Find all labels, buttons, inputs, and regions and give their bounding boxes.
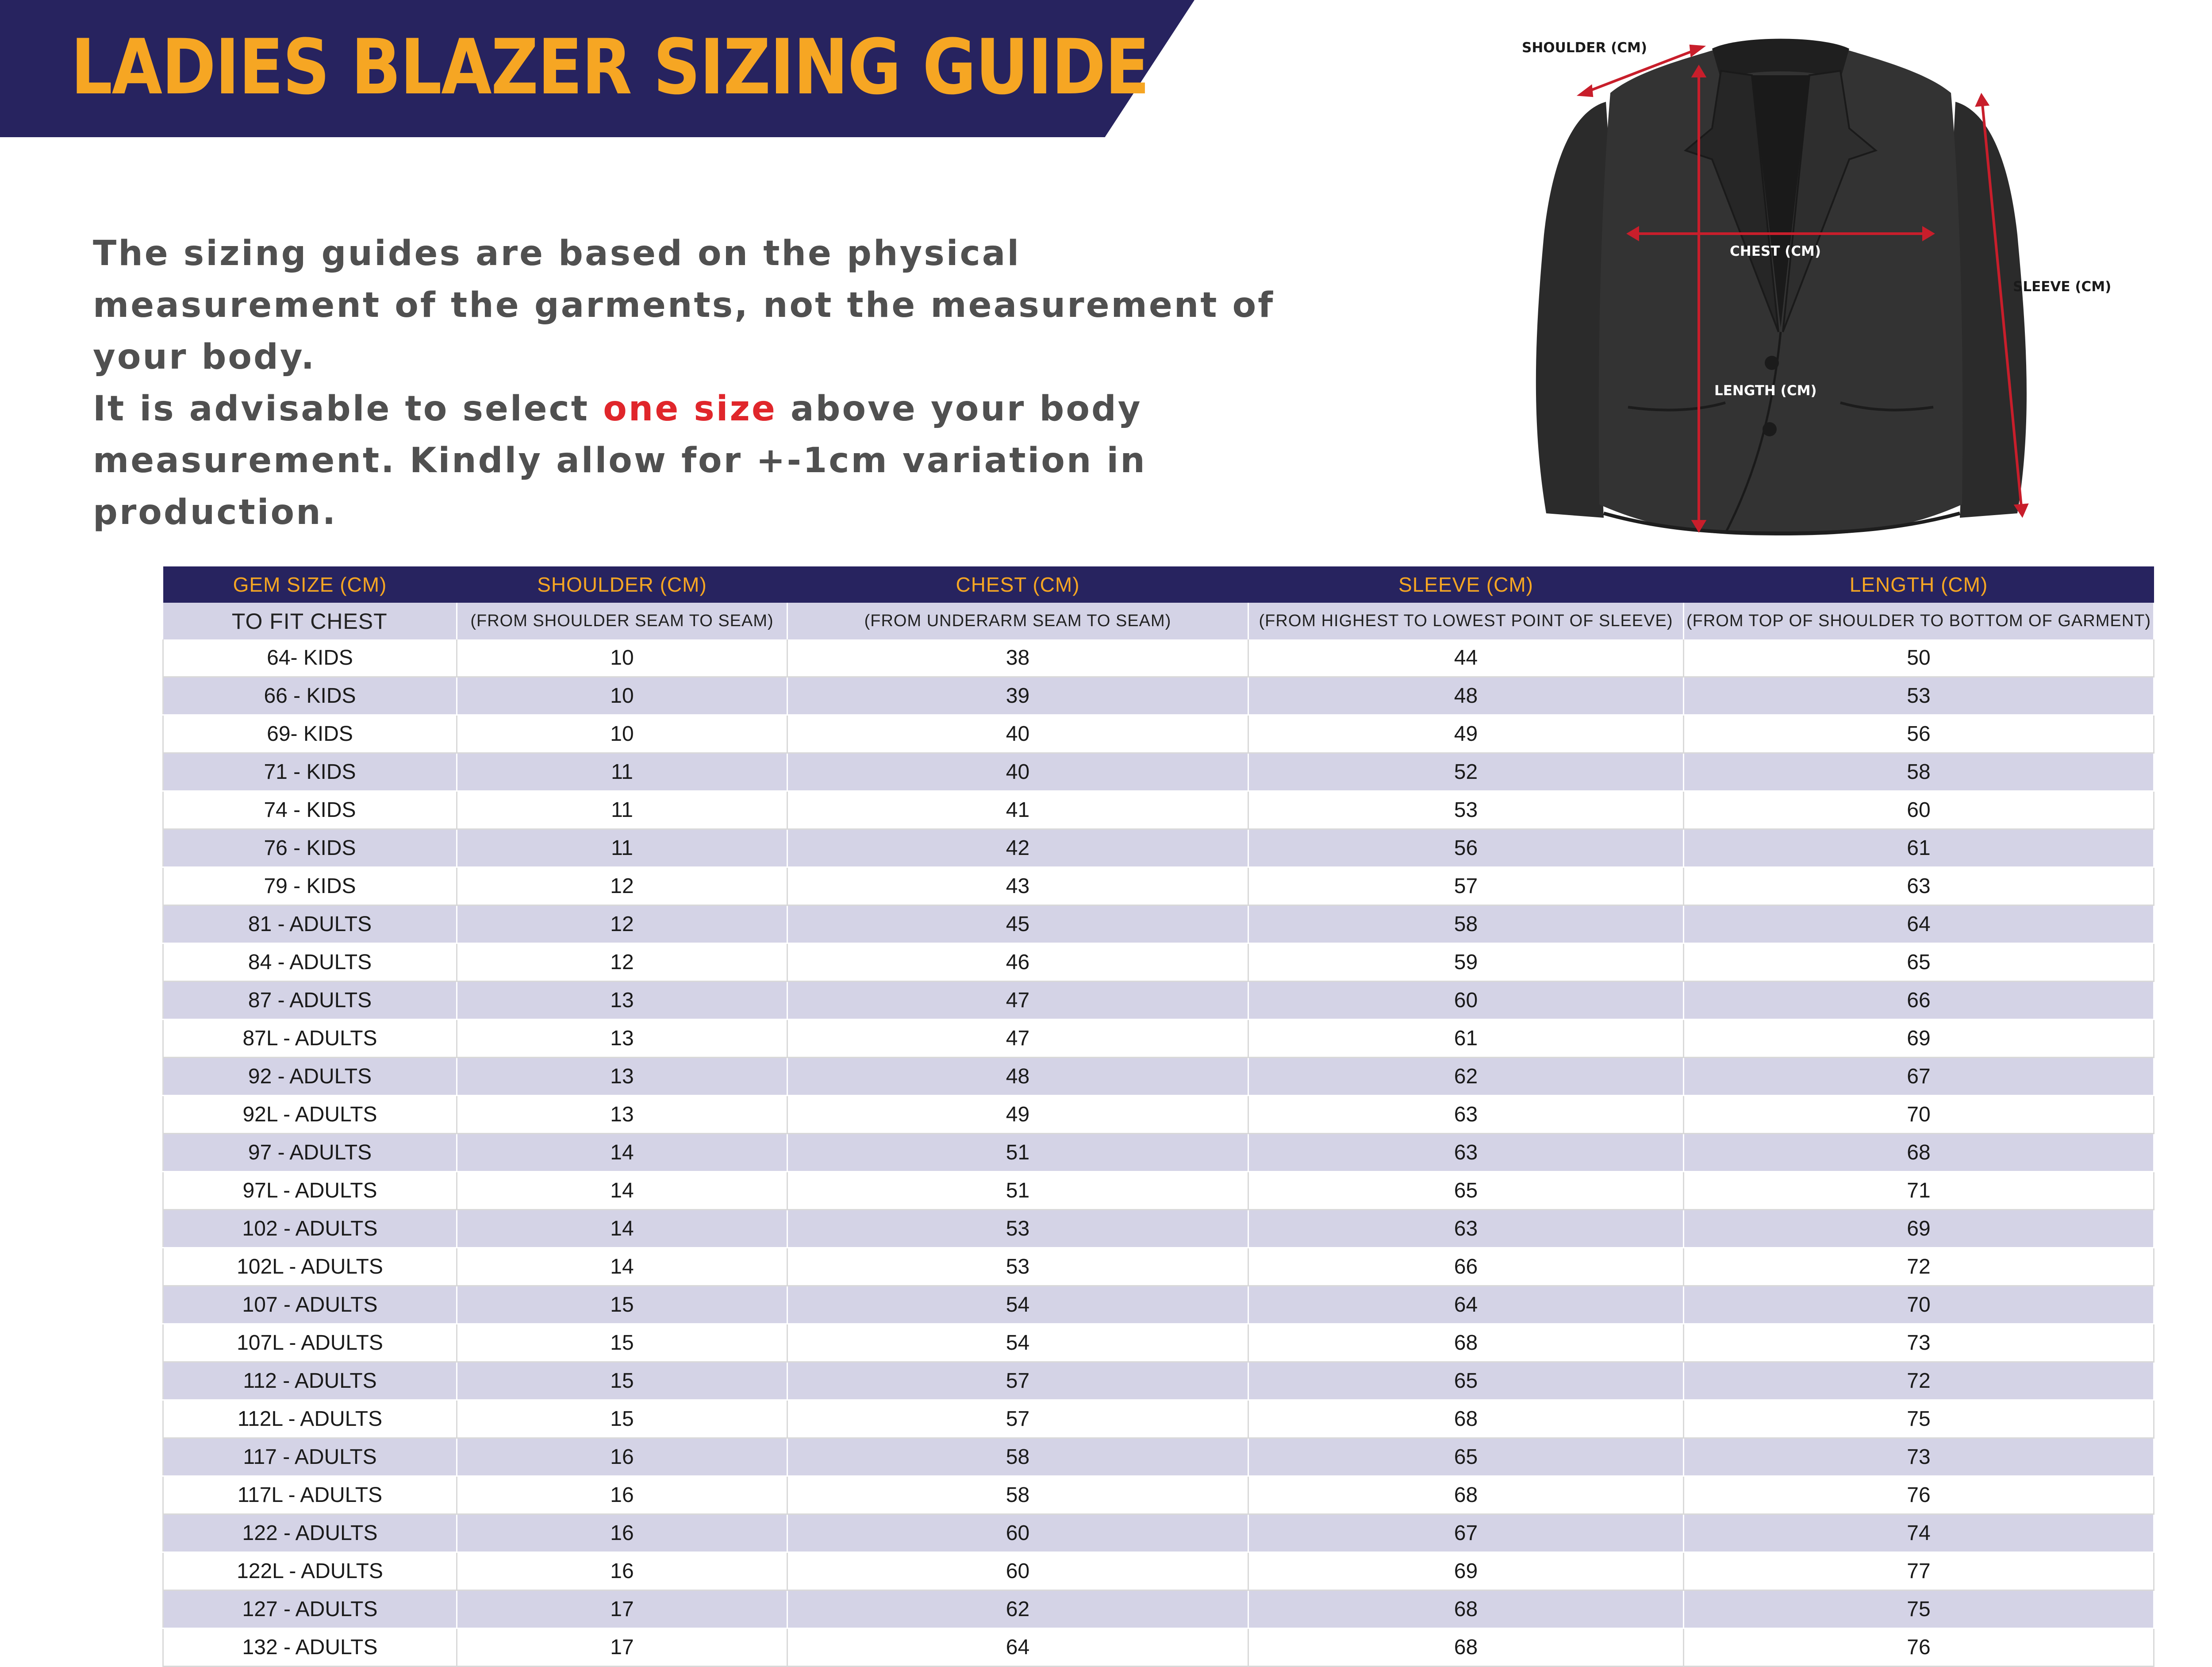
cell-shoulder: 14 [457,1134,787,1172]
cell-size: 97 - ADULTS [163,1134,457,1172]
cell-size: 79 - KIDS [163,867,457,905]
cell-chest: 48 [787,1058,1248,1096]
cell-shoulder: 13 [457,1058,787,1096]
cell-size: 87 - ADULTS [163,982,457,1020]
cell-size: 74 - KIDS [163,791,457,829]
cell-sleeve: 44 [1248,639,1684,677]
cell-shoulder: 10 [457,715,787,753]
cell-length: 77 [1684,1552,2154,1590]
length-label: LENGTH (CM) [1714,383,1817,399]
cell-chest: 43 [787,867,1248,905]
header-sleeve: SLEEVE (CM) [1248,566,1684,603]
cell-shoulder: 13 [457,1020,787,1058]
table-row [163,1590,2154,1629]
cell-chest: 45 [787,905,1248,943]
table-row [163,1096,2154,1134]
cell-length: 72 [1684,1248,2154,1286]
advice-text-start: It is advisable to select [93,389,603,429]
cell-shoulder: 13 [457,1096,787,1134]
intro-paragraph-measurement: The sizing guides are based on the physical measurement of the garments, not the measurement of your body. [93,234,1275,377]
table-row [163,1134,2154,1172]
table-row [163,715,2154,753]
cell-length: 72 [1684,1362,2154,1400]
sleeve-arrow-end [2016,505,2027,515]
cell-sleeve: 53 [1248,791,1684,829]
cell-length: 70 [1684,1286,2154,1324]
cell-length: 75 [1684,1590,2154,1629]
cell-chest: 57 [787,1362,1248,1400]
cell-chest: 53 [787,1248,1248,1286]
page-title: LADIES BLAZER SIZING GUIDE [71,23,1149,112]
table-row [163,1362,2154,1400]
table-row [163,753,2154,791]
cell-length: 53 [1684,677,2154,715]
cell-shoulder: 11 [457,753,787,791]
cell-shoulder: 12 [457,905,787,943]
cell-chest: 62 [787,1590,1248,1629]
cell-shoulder: 10 [457,677,787,715]
cell-length: 73 [1684,1438,2154,1476]
cell-sleeve: 63 [1248,1210,1684,1248]
table-row [163,1552,2154,1590]
cell-size: 122 - ADULTS [163,1514,457,1552]
cell-shoulder: 14 [457,1248,787,1286]
table-row [163,905,2154,943]
cell-length: 64 [1684,905,2154,943]
cell-shoulder: 14 [457,1172,787,1210]
cell-length: 75 [1684,1400,2154,1438]
subheader-shoulder: (FROM SHOULDER SEAM TO SEAM) [457,603,787,639]
cell-length: 67 [1684,1058,2154,1096]
cell-sleeve: 69 [1248,1552,1684,1590]
cell-length: 73 [1684,1324,2154,1362]
cell-sleeve: 65 [1248,1172,1684,1210]
cell-length: 74 [1684,1514,2154,1552]
cell-sleeve: 68 [1248,1400,1684,1438]
cell-size: 92L - ADULTS [163,1096,457,1134]
cell-size: 112L - ADULTS [163,1400,457,1438]
cell-size: 102 - ADULTS [163,1210,457,1248]
cell-shoulder: 14 [457,1210,787,1248]
cell-chest: 54 [787,1286,1248,1324]
cell-shoulder: 15 [457,1286,787,1324]
cell-length: 68 [1684,1134,2154,1172]
cell-size: 81 - ADULTS [163,905,457,943]
cell-size: 107 - ADULTS [163,1286,457,1324]
cell-size: 87L - ADULTS [163,1020,457,1058]
table-row [163,1172,2154,1210]
cell-size: 112 - ADULTS [163,1362,457,1400]
cell-shoulder: 15 [457,1400,787,1438]
cell-sleeve: 49 [1248,715,1684,753]
cell-sleeve: 68 [1248,1476,1684,1514]
cell-chest: 51 [787,1172,1248,1210]
table-row [163,1438,2154,1476]
cell-chest: 60 [787,1514,1248,1552]
cell-shoulder: 12 [457,943,787,982]
subheader-chest: (FROM UNDERARM SEAM TO SEAM) [787,603,1248,639]
blazer-illustration [1504,22,2212,549]
cell-chest: 38 [787,639,1248,677]
cell-length: 76 [1684,1629,2154,1667]
cell-sleeve: 65 [1248,1362,1684,1400]
shoulder-arrow-end [1691,46,1702,55]
cell-chest: 41 [787,791,1248,829]
sizing-table-container [162,566,2153,1667]
cell-size: 127 - ADULTS [163,1590,457,1629]
cell-length: 76 [1684,1476,2154,1514]
cell-shoulder: 17 [457,1590,787,1629]
table-body [163,639,2154,1667]
table-row [163,639,2154,677]
sizing-table [162,566,2154,1667]
cell-sleeve: 63 [1248,1134,1684,1172]
cell-chest: 58 [787,1438,1248,1476]
table-row [163,791,2154,829]
cell-length: 70 [1684,1096,2154,1134]
table-row [163,1324,2154,1362]
table-row [163,1286,2154,1324]
cell-size: 84 - ADULTS [163,943,457,982]
cell-sleeve: 52 [1248,753,1684,791]
header-shoulder: SHOULDER (CM) [457,566,787,603]
cell-size: 69- KIDS [163,715,457,753]
button-upper [1765,356,1779,370]
cell-shoulder: 10 [457,639,787,677]
subheader-to-fit-chest: TO FIT CHEST [163,603,457,639]
intro-paragraph-advice [93,383,1287,539]
table-row [163,1248,2154,1286]
cell-size: 117L - ADULTS [163,1476,457,1514]
cell-sleeve: 66 [1248,1248,1684,1286]
cell-shoulder: 17 [457,1629,787,1667]
cell-sleeve: 64 [1248,1286,1684,1324]
cell-chest: 46 [787,943,1248,982]
advice-highlight: one size [603,389,777,429]
cell-sleeve: 57 [1248,867,1684,905]
cell-length: 60 [1684,791,2154,829]
button-lower [1763,422,1777,436]
cell-chest: 47 [787,1020,1248,1058]
cell-length: 66 [1684,982,2154,1020]
cell-shoulder: 13 [457,982,787,1020]
advice-text-end: above your body measurement. Kindly allow for +-1cm variation in production. [93,389,1147,532]
cell-chest: 40 [787,753,1248,791]
cell-size: 92 - ADULTS [163,1058,457,1096]
cell-shoulder: 15 [457,1362,787,1400]
cell-size: 66 - KIDS [163,677,457,715]
cell-chest: 57 [787,1400,1248,1438]
shoulder-arrow-start [1580,87,1592,96]
cell-chest: 64 [787,1629,1248,1667]
cell-length: 69 [1684,1020,2154,1058]
cell-length: 50 [1684,639,2154,677]
chest-label: CHEST (CM) [1730,243,1821,259]
cell-sleeve: 68 [1248,1629,1684,1667]
cell-chest: 39 [787,677,1248,715]
cell-chest: 47 [787,982,1248,1020]
cell-shoulder: 16 [457,1438,787,1476]
cell-size: 102L - ADULTS [163,1248,457,1286]
cell-length: 58 [1684,753,2154,791]
table-row [163,943,2154,982]
header-gem-size: GEM SIZE (CM) [163,566,457,603]
cell-chest: 51 [787,1134,1248,1172]
cell-chest: 58 [787,1476,1248,1514]
cell-sleeve: 60 [1248,982,1684,1020]
cell-size: 117 - ADULTS [163,1438,457,1476]
table-row [163,1210,2154,1248]
cell-length: 69 [1684,1210,2154,1248]
cell-size: 76 - KIDS [163,829,457,867]
cell-size: 64- KIDS [163,639,457,677]
cell-size: 97L - ADULTS [163,1172,457,1210]
cell-chest: 60 [787,1552,1248,1590]
cell-sleeve: 65 [1248,1438,1684,1476]
cell-shoulder: 11 [457,791,787,829]
cell-chest: 42 [787,829,1248,867]
cell-sleeve: 48 [1248,677,1684,715]
cell-sleeve: 58 [1248,905,1684,943]
cell-size: 71 - KIDS [163,753,457,791]
table-row [163,867,2154,905]
cell-chest: 54 [787,1324,1248,1362]
subheader-sleeve: (FROM HIGHEST TO LOWEST POINT OF SLEEVE) [1248,603,1684,639]
table-row [163,829,2154,867]
cell-chest: 49 [787,1096,1248,1134]
cell-size: 132 - ADULTS [163,1629,457,1667]
cell-sleeve: 56 [1248,829,1684,867]
cell-sleeve: 67 [1248,1514,1684,1552]
cell-shoulder: 15 [457,1324,787,1362]
cell-shoulder: 16 [457,1476,787,1514]
cell-shoulder: 16 [457,1514,787,1552]
cell-size: 122L - ADULTS [163,1552,457,1590]
cell-sleeve: 68 [1248,1590,1684,1629]
cell-length: 65 [1684,943,2154,982]
table-row [163,677,2154,715]
table-subheader-row [163,603,2154,639]
cell-shoulder: 12 [457,867,787,905]
cell-length: 63 [1684,867,2154,905]
cell-chest: 40 [787,715,1248,753]
cell-length: 61 [1684,829,2154,867]
cell-shoulder: 11 [457,829,787,867]
sleeve-arrow-start [1977,96,1987,105]
cell-sleeve: 61 [1248,1020,1684,1058]
table-row [163,1476,2154,1514]
table-row [163,1058,2154,1096]
cell-sleeve: 59 [1248,943,1684,982]
subheader-length: (FROM TOP OF SHOULDER TO BOTTOM OF GARMENT) [1684,603,2154,639]
cell-sleeve: 63 [1248,1096,1684,1134]
table-row [163,1020,2154,1058]
table-row [163,982,2154,1020]
cell-sleeve: 62 [1248,1058,1684,1096]
cell-size: 107L - ADULTS [163,1324,457,1362]
cell-shoulder: 16 [457,1552,787,1590]
cell-length: 56 [1684,715,2154,753]
shoulder-label: SHOULDER (CM) [1522,40,1647,56]
table-row [163,1400,2154,1438]
table-row [163,1514,2154,1552]
cell-chest: 53 [787,1210,1248,1248]
header-length: LENGTH (CM) [1684,566,2154,603]
sleeve-label: SLEEVE (CM) [2013,279,2112,295]
cell-sleeve: 68 [1248,1324,1684,1362]
header-chest: CHEST (CM) [787,566,1248,603]
cell-length: 71 [1684,1172,2154,1210]
table-header-row [163,566,2154,603]
